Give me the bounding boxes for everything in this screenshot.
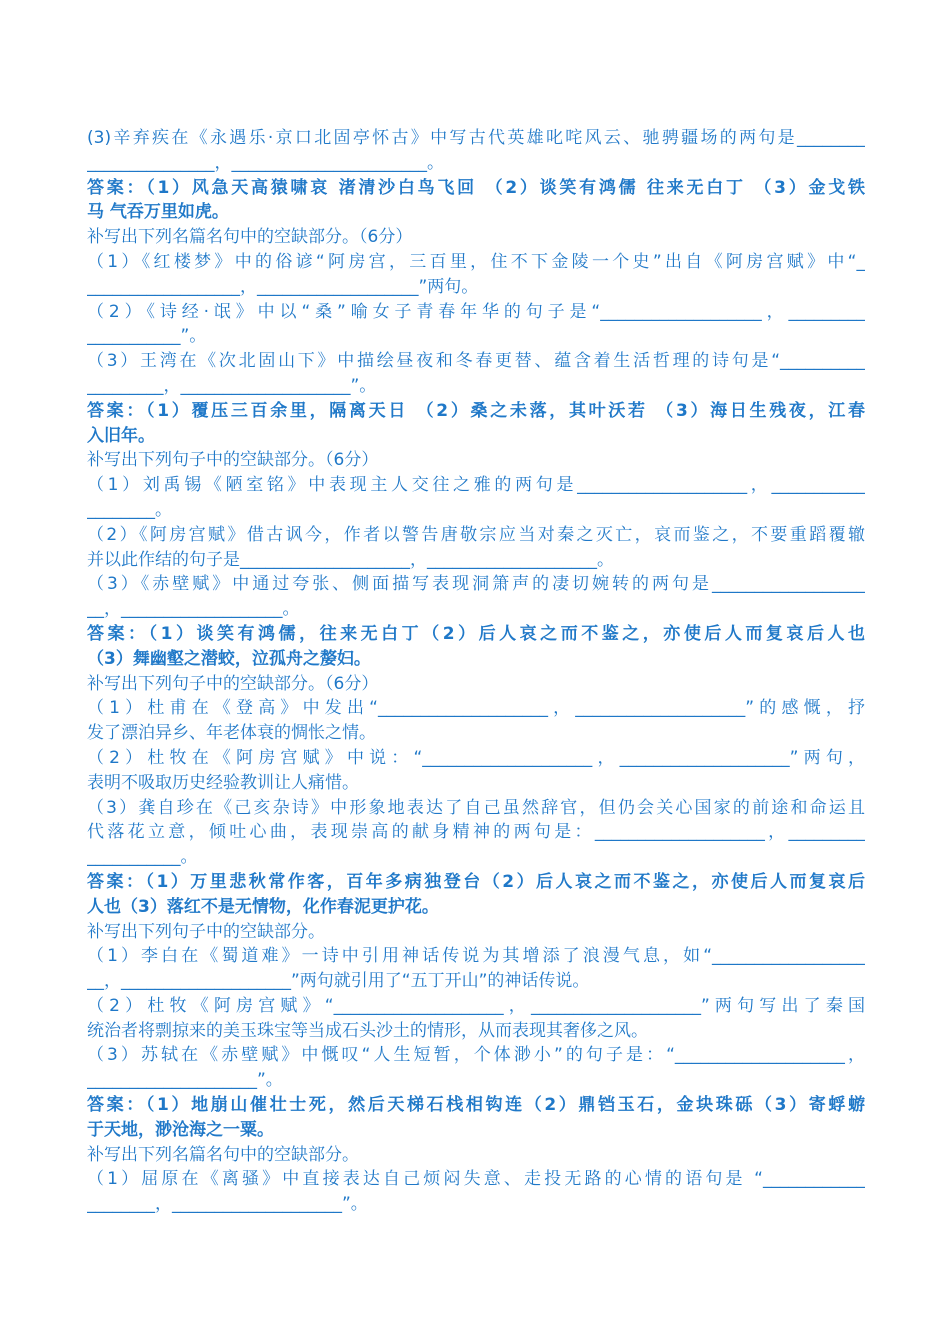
answer-line: 答案：（1）覆压三百余里，隔离天日 （2）桑之未落，其叶沃若 （3）海日生残夜，江春 xyxy=(87,400,865,421)
question-line: （1）李白在《蜀道难》一诗中引用神话传说为其增添了浪漫气息，如“__________________ xyxy=(87,946,865,967)
question-line: ________。 xyxy=(87,499,172,520)
question-line: ___________”。 xyxy=(87,326,207,347)
question-line: 统治者将剽掠来的美玉珠宝等当成石头沙土的情形，从而表现其奢侈之风。 xyxy=(87,1020,648,1041)
question-line: （1）屈原在《离骚》中直接表达自己烦闷失意、走投无路的心情的语句是 “____________ xyxy=(87,1169,865,1190)
question-line: ________，____________________”。 xyxy=(87,1194,368,1215)
question-line: （1）《红楼梦》中的俗谚“阿房宫，三百里，住不下金陵一个史”出自《阿房宫赋》中“_ xyxy=(87,251,865,272)
question-line: ____________________”。 xyxy=(87,1070,283,1091)
question-line: （1）刘禹锡《陋室铭》中表现主人交往之雅的两句是____________________，___________ xyxy=(87,475,865,496)
answer-line: 答案：（1）风急天高猿啸哀 渚清沙白鸟飞回 （2）谈笑有鸿儒 往来无白丁 （3）金戈铁 xyxy=(87,177,865,198)
question-line: _______________，_______________________。 xyxy=(87,152,444,173)
answer-line: 答案：（1）地崩山催壮士死，然后天梯石栈相钩连（2）鼎铛玉石，金块珠砾（3）寄蜉蝣 xyxy=(87,1095,865,1116)
answer-line: 入旧年。 xyxy=(87,425,155,446)
answer-line: 答案：（1）谈笑有鸿儒，往来无白丁（2）后人哀之而不鉴之，亦使后人而复哀后人也 xyxy=(87,623,865,644)
question-line: ___________。 xyxy=(87,847,198,868)
question-line: （2）《阿房宫赋》借古讽今，作者以警告唐敬宗应当对秦之灭亡，哀而鉴之，不要重蹈覆辙 xyxy=(87,524,865,545)
question-line: 并以此作结的句子是____________________，____________________。 xyxy=(87,549,614,570)
question-line: 补写出下列句子中的空缺部分。 xyxy=(87,921,325,942)
question-line: 表明不吸取历史经验教训让人痛惜。 xyxy=(87,772,359,793)
question-line: （2）《诗经·氓》中以“桑”喻女子青春年华的句子是“___________________，_________ xyxy=(87,301,865,322)
answer-line: 马 气吞万里如虎。 xyxy=(87,202,229,223)
question-line: __，___________________。 xyxy=(87,599,300,620)
question-line: 补写出下列句子中的空缺部分。（6分） xyxy=(87,450,379,471)
answer-line: 答案：（1）万里悲秋常作客，百年多病独登台（2）后人哀之而不鉴之，亦使后人而复哀后 xyxy=(87,871,865,892)
question-line: （3）龚自珍在《己亥杂诗》中形象地表达了自己虽然辞官，但仍会关心国家的前途和命运且 xyxy=(87,797,865,818)
question-line: （2）杜牧在《阿房宫赋》中说：“____________________，____________________”两句， xyxy=(87,747,865,768)
question-line: （2）杜牧《阿房宫赋》“____________________，____________________”两句写出了秦国 xyxy=(87,995,865,1016)
question-line: (3)辛弃疾在《永遇乐·京口北固亭怀古》中写古代英雄叱咤风云、驰骋疆场的两句是________ xyxy=(87,128,865,148)
answer-line: （3）舞幽壑之潜蛟，泣孤舟之嫠妇。 xyxy=(87,648,371,669)
question-line: __________________，___________________”两句。 xyxy=(87,276,479,297)
question-line: 补写出下列句子中的空缺部分。（6分） xyxy=(87,673,379,694)
question-line: 补写出下列名篇名句中的空缺部分。（6分） xyxy=(87,227,413,248)
question-line: （3）王湾在《次北固山下》中描绘昼夜和冬春更替、蕴含着生活哲理的诗句是“__________ xyxy=(87,351,865,372)
question-line: （1）杜甫在《登高》中发出“____________________，____________________”的感慨，抒 xyxy=(87,698,865,719)
question-line: 代落花立意，倾吐心曲，表现崇高的献身精神的两句是：____________________，_________ xyxy=(87,822,865,843)
answer-line: 人也（3）落红不是无情物，化作春泥更护花。 xyxy=(87,896,439,917)
question-line: （3）《赤壁赋》中通过夸张、侧面描写表现洞箫声的凄切婉转的两句是__________________ xyxy=(87,574,865,595)
document-body xyxy=(87,126,865,1217)
question-line: （3）苏轼在《赤壁赋》中慨叹“人生短暂，个体渺小”的句子是：“____________________， xyxy=(87,1045,865,1066)
question-line: 发了漂泊异乡、年老体衰的惆怅之情。 xyxy=(87,723,376,744)
answer-line: 于天地，渺沧海之一粟。 xyxy=(87,1119,274,1140)
question-line: __，____________________”两句就引用了“五丁开山”的神话传说。 xyxy=(87,971,590,992)
question-line: 补写出下列名篇名句中的空缺部分。 xyxy=(87,1144,359,1165)
question-line: _________，____________________”。 xyxy=(87,375,377,396)
